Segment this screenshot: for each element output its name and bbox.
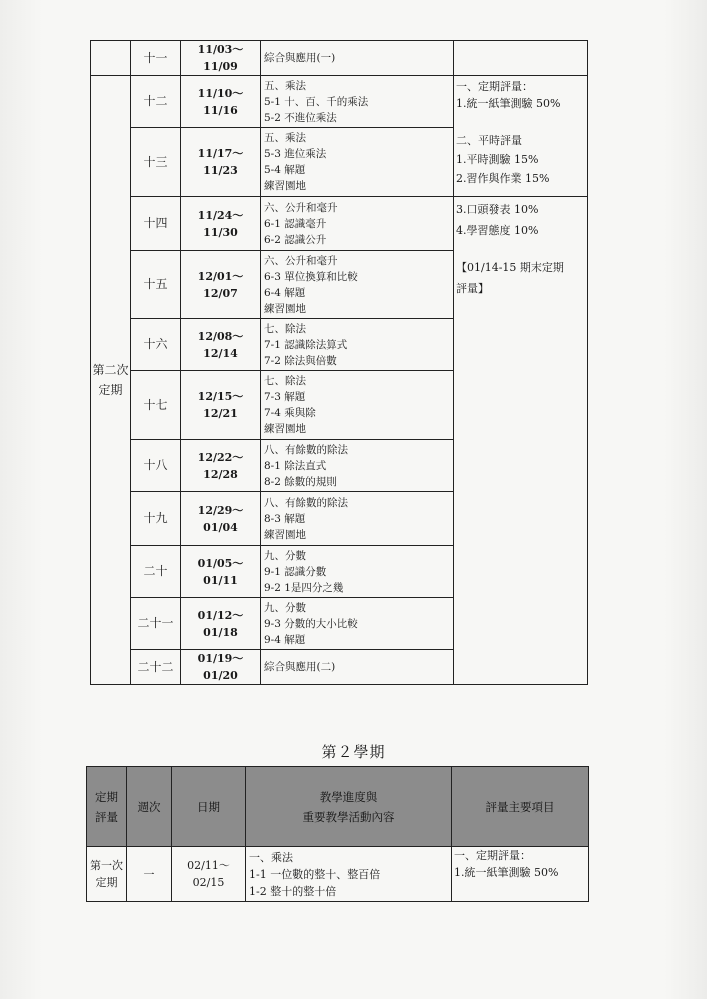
date-cell: 01/19～01/20 xyxy=(181,650,261,685)
week-cell: 十四 xyxy=(131,197,181,251)
week-cell: 十三 xyxy=(131,128,181,197)
content-line: 9-1 認識分數 xyxy=(264,565,327,578)
content-line: 練習園地 xyxy=(264,302,306,315)
date-cell: 12/29～01/04 xyxy=(181,492,261,546)
table-row xyxy=(87,847,589,902)
date-cell: 11/10～11/16 xyxy=(181,76,261,128)
content-cell xyxy=(261,128,454,197)
content-cell xyxy=(261,251,454,319)
week-cell: 二十一 xyxy=(131,598,181,650)
content-line: 7-3 解題 xyxy=(264,391,306,403)
date-cell: 11/17～11/23 xyxy=(181,128,261,197)
content-cell xyxy=(261,492,454,546)
content-line: 7-2 除法與倍數 xyxy=(264,354,337,367)
row-period: 第一次 定期 xyxy=(87,847,127,902)
content-line: 八、有餘數的除法 xyxy=(264,443,348,456)
content-line: 5-1 十、百、千的乘法 xyxy=(264,95,369,108)
content-line: 九、分數 xyxy=(264,549,306,562)
date-cell: 12/22～12/28 xyxy=(181,440,261,492)
header-period: 定期 評量 xyxy=(87,767,127,847)
week-cell: 二十 xyxy=(131,546,181,598)
content-line: 6-4 解題 xyxy=(264,286,306,299)
content-line: 8-2 餘數的規則 xyxy=(264,475,337,488)
header-week: 週次 xyxy=(127,767,172,847)
content-line: 8-1 除法直式 xyxy=(264,459,327,472)
content-line: 9-2 1是四分之幾 xyxy=(264,581,344,594)
content-line: 八、有餘數的除法 xyxy=(264,496,348,509)
table-row xyxy=(91,41,588,76)
date-cell: 12/01～12/07 xyxy=(181,251,261,319)
content-line: 7-4 乘與除 xyxy=(264,407,316,419)
content-line: 綜合與應用(二) xyxy=(264,661,336,673)
content-cell xyxy=(261,319,454,371)
date-cell: 01/12～01/18 xyxy=(181,598,261,650)
header-evaluation: 評量主要項目 xyxy=(452,767,589,847)
content-line: 九、分數 xyxy=(264,601,306,614)
content-cell xyxy=(261,41,454,76)
semester2-schedule-table xyxy=(86,766,589,902)
content-line: 9-4 解題 xyxy=(264,633,306,646)
content-cell xyxy=(261,598,454,650)
evaluation-cell-continued: 3.口頭發表 10% 4.學習態度 10% 【01/14-15 期末定期 評量】 xyxy=(454,197,588,685)
date-cell: 11/03～11/09 xyxy=(181,41,261,76)
content-line: 七、除法 xyxy=(264,322,306,335)
content-line: 六、公升和毫升 xyxy=(264,254,338,267)
content-cell xyxy=(261,440,454,492)
content-line: 七、除法 xyxy=(264,375,306,387)
week-cell: 十五 xyxy=(131,251,181,319)
week-cell: 十二 xyxy=(131,76,181,128)
week-cell: 十九 xyxy=(131,492,181,546)
date-cell: 01/05～01/11 xyxy=(181,546,261,598)
evaluation-cell: 一、定期評量： 1.統一紙筆測驗 50% 二、平時評量 1.平時測驗 15% 2.習作與作業 15% xyxy=(454,76,588,197)
content-line: 6-3 單位換算和比較 xyxy=(264,270,358,283)
row-dates: 02/11～02/15 xyxy=(172,847,246,902)
content-line: 9-3 分數的大小比較 xyxy=(264,617,358,630)
week-cell: 二十二 xyxy=(131,650,181,685)
semester2-title: 第２學期 xyxy=(321,743,386,761)
content-line: 練習園地 xyxy=(264,528,306,541)
date-cell: 12/15～12/21 xyxy=(181,371,261,440)
semester1-schedule-table xyxy=(90,40,588,685)
content-line: 五、乘法 xyxy=(264,79,306,92)
row-evaluation: 一、定期評量： 1.統一紙筆測驗 50% xyxy=(452,847,589,902)
content-line: 6-1 認識毫升 xyxy=(264,217,327,230)
content-line: 5-3 進位乘法 xyxy=(264,148,327,160)
table-row xyxy=(91,76,588,128)
semester2-header-row xyxy=(87,767,589,847)
content-line: 六、公升和毫升 xyxy=(264,201,338,214)
date-cell: 12/08～12/14 xyxy=(181,319,261,371)
period-blank-cell xyxy=(91,41,131,76)
content-cell xyxy=(261,76,454,128)
content-cell xyxy=(261,197,454,251)
content-line: 8-3 解題 xyxy=(264,512,306,525)
content-line: 綜合與應用(一) xyxy=(264,52,336,64)
row-content: 一、乘法 1-1 一位數的整十、整百倍 1-2 整十的整十倍 xyxy=(246,847,452,902)
table-row xyxy=(91,197,588,251)
period-cell: 第二次 定期 xyxy=(91,76,131,685)
content-line: 練習園地 xyxy=(264,423,306,435)
content-line: 7-1 認識除法算式 xyxy=(264,338,348,351)
content-cell xyxy=(261,546,454,598)
content-line: 練習園地 xyxy=(264,180,306,192)
content-cell xyxy=(261,650,454,685)
week-cell: 十七 xyxy=(131,371,181,440)
content-line: 五、乘法 xyxy=(264,132,306,144)
content-cell xyxy=(261,371,454,440)
week-cell: 十六 xyxy=(131,319,181,371)
content-line: 6-2 認識公升 xyxy=(264,233,327,246)
content-line: 5-4 解題 xyxy=(264,164,306,176)
header-content: 教學進度與 重要教學活動內容 xyxy=(246,767,452,847)
header-date: 日期 xyxy=(172,767,246,847)
row-week: 一 xyxy=(127,847,172,902)
evaluation-blank-cell xyxy=(454,41,588,76)
week-cell: 十一 xyxy=(131,41,181,76)
content-line: 5-2 不進位乘法 xyxy=(264,111,337,124)
date-cell: 11/24～11/30 xyxy=(181,197,261,251)
week-cell: 十八 xyxy=(131,440,181,492)
